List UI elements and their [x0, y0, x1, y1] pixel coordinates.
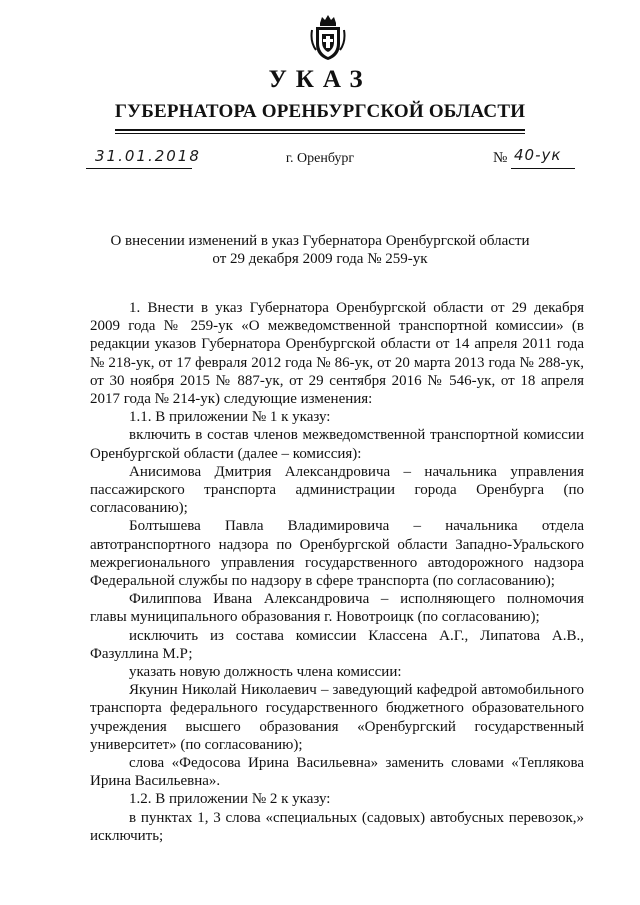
- document-title: УКАЗ: [268, 66, 372, 93]
- document-body: [90, 299, 584, 845]
- heading-line: от 29 декабря 2009 года № 259-ук: [212, 251, 428, 267]
- heading-line: О внесении изменений в указ Губернатора Оренбургской области: [110, 233, 530, 249]
- paragraph: 1.2. В приложении № 2 к указу:: [129, 791, 331, 808]
- paragraph: исключить из состава комиссии Классена А.Г., Липатова А.В., Фазуллина М.Р;: [90, 627, 584, 662]
- paragraph: указать новую должность члена комиссии:: [129, 664, 402, 681]
- header-divider-thin: [115, 133, 525, 134]
- paragraph: слова «Федосова Ирина Васильевна» заменить словами «Теплякова Ирина Васильевна».: [90, 755, 584, 790]
- number-label: №: [493, 150, 508, 166]
- paragraph: Якунин Николай Николаевич – заведующий кафедрой автомобильного транспорта федерального государственного бюджетного образовательного учреждения высшего образования «Оренбургский государственный университет» (по согласованию);: [90, 682, 584, 753]
- number-underline: [511, 168, 575, 169]
- document-issuer: ГУБЕРНАТОРА ОРЕНБУРГСКОЙ ОБЛАСТИ: [114, 101, 526, 122]
- paragraph: Филиппова Ивана Александровича – исполняющего полномочия главы муниципального образования г. Новотроицк (по согласованию);: [90, 591, 584, 626]
- paragraph: включить в состав членов межведомственной транспортной комиссии Оренбургской области (далее – комиссия):: [90, 427, 584, 462]
- paragraph: 1. Внести в указ Губернатора Оренбургской области от 29 декабря 2009 года № 259-ук «О межведомственной транспортной комиссии» (в редакции указов Губернатора Оренбургской области от 14 апреля 2011 года № 218-ук, от 17 февраля 2012 года № 86-ук, от 20 марта 2013 года № 288-ук, от 30 ноября 2015 № 887-ук, от 29 сентября 2016 № 546-ук, от 18 апреля 2017 года № 214-ук) следующие изменения:: [90, 300, 584, 408]
- date-underline: [86, 168, 192, 169]
- document-number: 40-ук: [514, 146, 562, 164]
- paragraph: 1.1. В приложении № 1 к указу:: [129, 409, 331, 426]
- header-divider: [115, 129, 525, 131]
- document-city: г. Оренбург: [285, 151, 355, 166]
- paragraph: Анисимова Дмитрия Александровича – начальника управления пассажирского транспорта администрации города Оренбурга (по согласованию);: [90, 463, 584, 517]
- document-heading: [0, 232, 640, 268]
- paragraph: Болтышева Павла Владимировича – начальника отдела автотранспортного надзора по Оренбургской области Западно-Уральского межрегионального управления государственного автодорожного надзора Федеральной службы по надзору в сфере транспорта (по согласованию);: [90, 518, 584, 590]
- paragraph: в пунктах 1, 3 слова «специальных (садовых) автобусных перевозок,» исключить;: [90, 809, 584, 844]
- coat-of-arms-icon: [310, 14, 346, 62]
- document-date: 31.01.2018: [95, 147, 201, 165]
